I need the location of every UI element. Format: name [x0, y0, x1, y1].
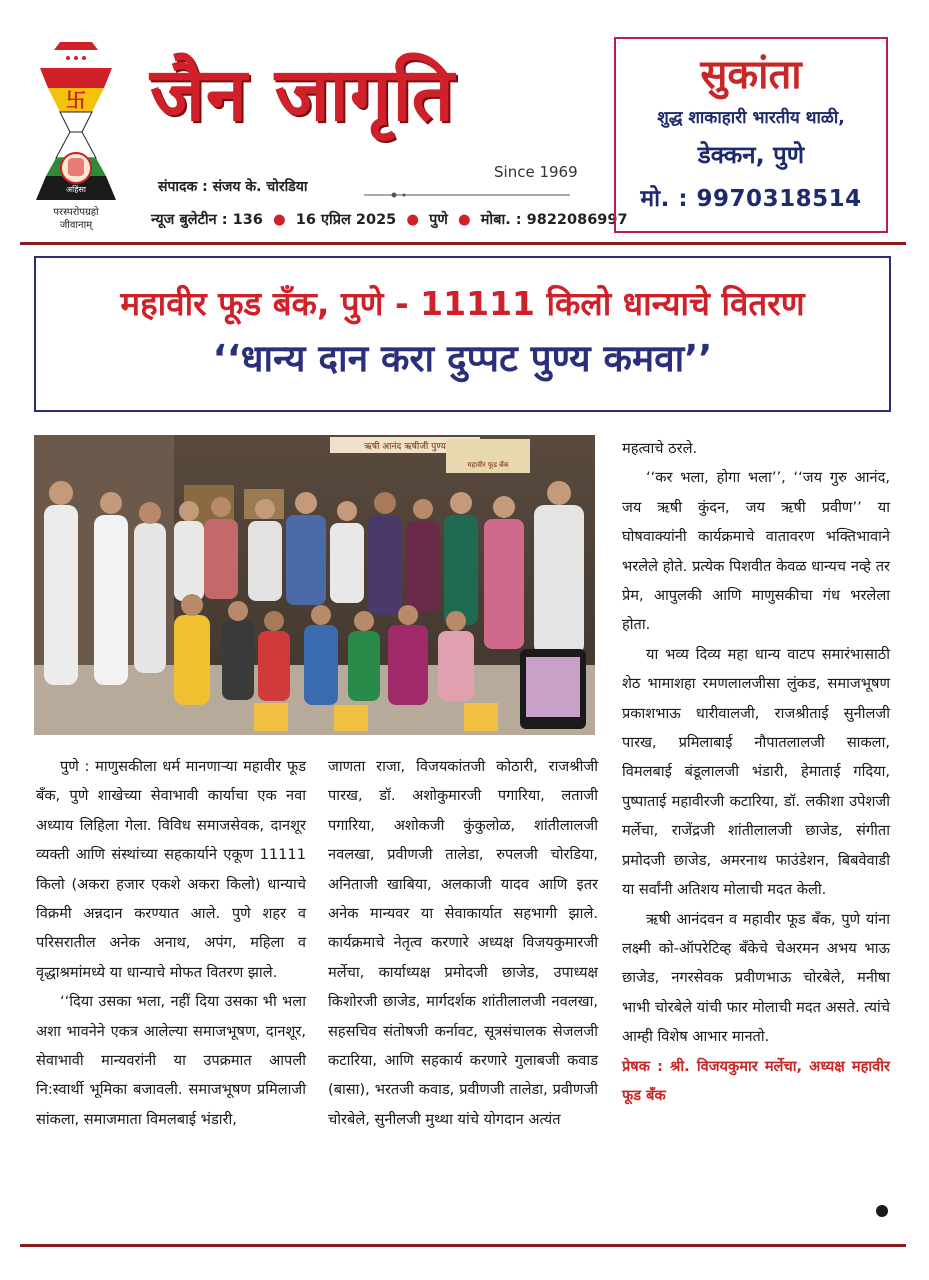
article-paragraph: ‘‘दिया उसका भला, नहीं दिया उसका भी भला अशा भावनेने एकत्र आलेल्या समाजभूषण, दानशूर, सेवाभावी मान्यवरांनी या उपक्रमात आपली नि:स्वार्थी भूमिका बजावली. समाजभूषण प्रमिलाजी सांकला, समाजमाता विमलबाई भंडारी, [36, 993, 306, 1128]
end-bullet [876, 1205, 888, 1217]
since-year: Since 1969 [494, 163, 578, 181]
photo-banner2-text: महावीर फूड बँक [467, 461, 509, 469]
phone-number: 9822086997 [526, 212, 628, 228]
newspaper-title: जैन जागृति [150, 52, 455, 138]
ad-tagline: शुद्ध शाकाहारी भारतीय थाळी, [657, 108, 845, 128]
article-column-2 [328, 752, 598, 1134]
article-paragraph: ‘‘कर भला, होगा भला’’, ‘‘जय गुरु आनंद, जय ऋषी कुंदन, जय ऋषी प्रवीण’’ या घोषवाक्यांनी कार्यक्रमाचे वातावरण भक्तिभावाने भरलेले होते. प्रत्येक पिशवीत केवळ धान्यच नव्हे तर प्रेम, आपुलकी आणि माणुसकीचा गंध भरलेला होता. [622, 469, 890, 634]
ornament-divider [364, 190, 570, 200]
logo-badge-text: अहिंसा [66, 185, 86, 194]
event-group-photo [34, 435, 595, 735]
headline-slogan: ‘‘धान्य दान करा दुप्पट पुण्य कमवा’’ [212, 337, 713, 380]
photo-banner-text: ऋषी आनंद ऋषीजी पुण्य [364, 442, 446, 452]
article-sender: प्रेषक : श्री. विजयकुमार मर्लेचा, अध्यक्ष महावीर फूड बँक [622, 1057, 890, 1104]
ad-phone: मो. : 9970318514 [640, 186, 862, 212]
article-column-3 [622, 434, 890, 1110]
bottom-divider [20, 1244, 906, 1247]
headline-box [34, 256, 891, 412]
issue-date: 16 एप्रिल 2025 [295, 212, 397, 228]
editor-line: संपादक : संजय के. चोरडिया [158, 179, 308, 195]
bulletin-line: न्यूज बुलेटीन : 136 ● 16 एप्रिल 2025 ● पुणे ● मोबा. : 9822086997 [151, 212, 628, 228]
headline-main: महावीर फूड बँक, पुणे - 11111 किलो धान्याचे वितरण [120, 284, 805, 323]
article-paragraph: या भव्य दिव्य महा धान्य वाटप समारंभासाठी शेठ भामाशहा रमणलालजीसा लुंकड, समाजभूषण प्रकाशभाऊ धारीवालजी, राजश्रीताई सुनीलजी पारख, प्रमिलाबाई नौपातलालजी साकला, विमलबाई बंडूलालजी भंडारी, हेमाताई गदिया, पुष्पाताई महावीरजी कटारिया, डॉ. लकीशा उपेशजी मर्लेचा, राजेंद्रजी शांतीलालजी छाजेड, संगीता प्रमोदजी छाजेड, अमरनाथ फाउंडेशन, बिबवेवाडी या सर्वांनी अतिशय मोलाची मदत केली. [622, 645, 890, 899]
issue-city: पुणे [429, 212, 448, 228]
top-divider [20, 242, 906, 245]
bulletin-number: 136 [232, 212, 263, 228]
article-paragraph: जाणता राजा, विजयकांतजी कोठारी, राजश्रीजी पारख, डॉ. अशोकुमारजी पगारिया, लताजी पगारिया, अशोकजी कुंकुलोळ, शांतीलालजी नवलखा, प्रवीणजी तालेडा, रुपलजी चोरडिया, अनिताजी खाबिया, अलकाजी यादव आणि इतर अनेक मान्यवर या सेवाकार्यात सहभागी झाले. कार्यक्रमाचे नेतृत्व करणारे अध्यक्ष विजयकुमारजी मर्लेचा, कार्याध्यक्ष प्रमोदजी छाजेड, उपाध्यक्ष किशोरजी छाजेड, मार्गदर्शक शांतीलालजी नवलखा, सहसचिव संतोषजी कर्नावट, सूत्रसंचालक सेजलजी कटारिया, आणि सहकार्य करणारे गुलाबजी कवाड (बासा), भरतजी कवाड, प्रवीणजी तालेडा, प्रवीणजी चोरबेले, सुनीलजी मुथ्था यांचे योगदान अत्यंत [328, 758, 598, 1128]
ad-brand-name: सुकांता [700, 51, 802, 98]
svg-text:卐: 卐 [66, 88, 86, 112]
article-paragraph: महत्वाचे ठरले. [622, 440, 698, 457]
ad-location: डेक्कन, पुणे [697, 141, 805, 169]
article-column-1 [36, 752, 306, 1134]
advertisement-box [614, 37, 888, 233]
article-paragraph: पुणे : माणुसकीला धर्म मानणाऱ्या महावीर फूड बँक, पुणे शाखेच्या सेवाभावी कार्याचा एक नवा अध्याय लिहिला गेला. विविध समाजसेवक, दानशूर व्यक्ती आणि संस्थांच्या सहकार्याने एकूण 11111 किलो (अकरा हजार एकशे अकरा किलो) धान्याचे विक्रमी अन्नदान करण्यात आले. पुणे शहर व परिसरातील अनेक अनाथ, अपंग, महिला व वृद्धाश्रमांमध्ये या धान्याचे मोफत वितरण झाले. [36, 758, 306, 981]
article-paragraph: ऋषी आनंदवन व महावीर फूड बँक, पुणे यांना लक्ष्मी को-ऑपरेटिव्ह बँकेचे चेअरमन अभय भाऊ छाजेड, नगरसेवक प्रवीणभाऊ चोरबेले, मनीषा भाभी चोरबेले यांची फार मोलाची मदत असते. त्यांचे आम्ही विशेष आभार मानतो. [622, 910, 890, 1046]
logo-caption: परस्परोपग्रहो जीवानाम् [53, 207, 99, 231]
